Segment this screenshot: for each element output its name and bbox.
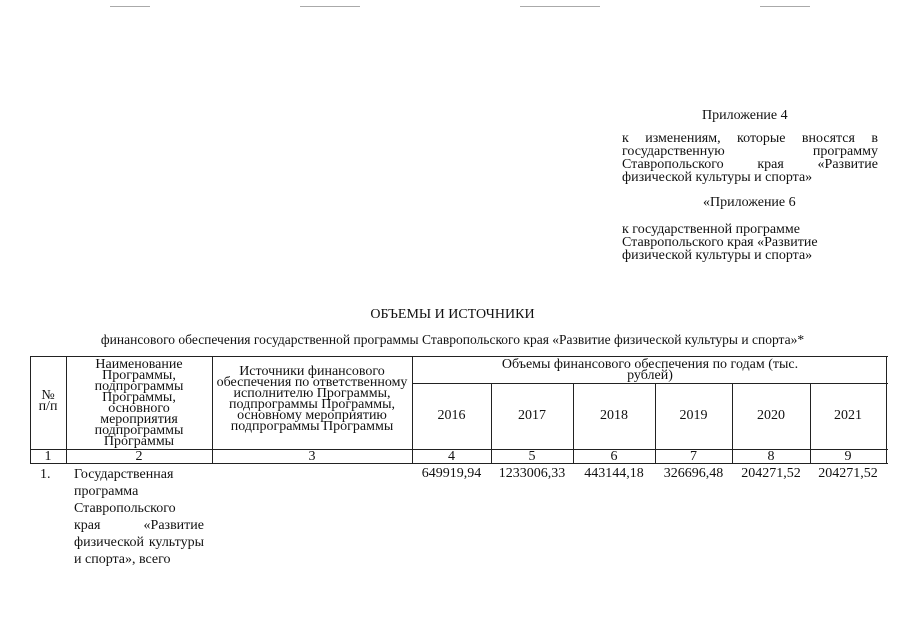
- header-volumes: Объемы финансового обеспечения по годам (тыс. рублей): [501, 357, 799, 383]
- row-value: 1233006,33: [498, 466, 566, 481]
- inner-appendix-text: к государственной программе Ставропольского края «Развитие физической культуры и спорта»: [622, 222, 818, 263]
- grid-line: [412, 383, 888, 384]
- column-number: 9: [844, 449, 852, 464]
- column-number: 5: [528, 449, 536, 464]
- row-value: 326696,48: [663, 466, 724, 481]
- year-header: 2019: [679, 408, 708, 423]
- row-value: 649919,94: [421, 466, 482, 481]
- year-header: 2017: [518, 408, 546, 423]
- header-sources: Источники финансового обеспечения по ответственному исполнителю Программы, подпрограммы Программы, основному мероприятию подпрограммы Программы: [216, 364, 408, 434]
- row-program-name: Государственная программа Ставропольского края «Развитие физической культуры и спорта», всего: [74, 467, 204, 567]
- scan-artifact: [110, 6, 150, 7]
- column-number: 4: [448, 449, 455, 464]
- column-number: 7: [690, 449, 697, 464]
- column-number: 1: [44, 449, 52, 464]
- row-value: 204271,52: [741, 466, 801, 481]
- inner-appendix-title: «Приложение 6: [703, 195, 796, 210]
- row-number: 1.: [40, 467, 51, 482]
- column-number: 6: [610, 449, 618, 464]
- column-number: 3: [308, 449, 316, 464]
- row-value: 204271,52: [818, 466, 878, 481]
- appendix-title: Приложение 4: [702, 108, 788, 123]
- column-number: 2: [135, 449, 143, 464]
- grid-line: [30, 356, 31, 464]
- year-header: 2020: [757, 408, 785, 423]
- row-value: 443144,18: [584, 466, 644, 481]
- scan-artifact: [760, 6, 810, 7]
- grid-line: [886, 356, 887, 464]
- scan-artifact: [300, 6, 360, 7]
- header-num: № п/п: [38, 388, 58, 414]
- grid-line: [66, 356, 67, 464]
- column-number: 8: [767, 449, 775, 464]
- document-subtitle: финансового обеспечения государственной программы Ставропольского края «Развитие физической культуры и спорта»*: [100, 332, 805, 347]
- scan-artifact: [520, 6, 600, 7]
- header-name: Наименование Программы, подпрограммы Программы, основного мероприятия подпрограммы Программы: [94, 357, 184, 449]
- appendix-text: к изменениям, которые вносятся в государственную программу Ставропольского края «Развитие физической культуры и спорта»: [622, 131, 878, 185]
- year-header: 2018: [600, 408, 628, 423]
- grid-line: [212, 356, 213, 464]
- document-title: ОБЪЕМЫ И ИСТОЧНИКИ: [370, 307, 535, 322]
- year-header: 2016: [437, 408, 466, 423]
- year-header: 2021: [834, 408, 862, 423]
